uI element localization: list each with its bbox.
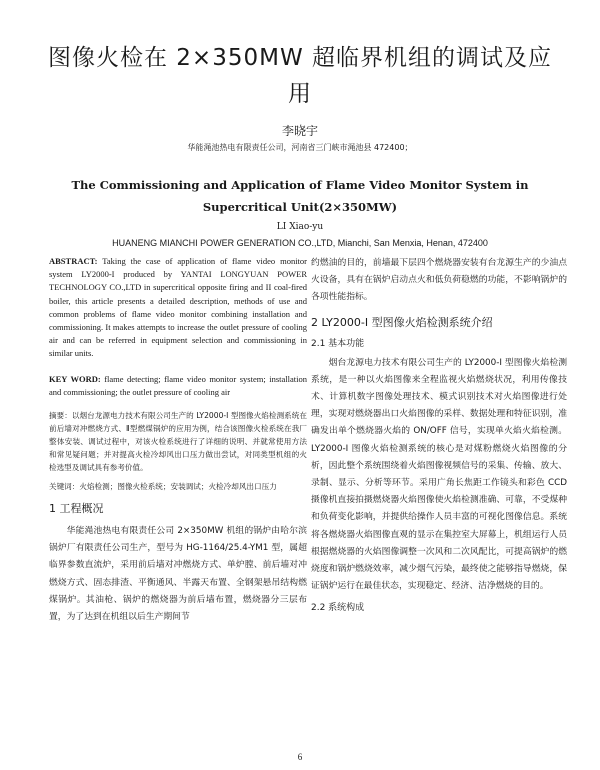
keywords-cn-label: 关键词： [49, 482, 80, 492]
section-1-continued: 约燃油的目的，前墙最下层四个燃烧器安装有台龙源生产的少油点火设备，具有在锅炉启动点火和低负荷稳燃的功能，不影响锅炉的各项性能指标。 [311, 258, 567, 303]
abstract-cn-label: 摘要： [49, 411, 72, 421]
keywords-cn [49, 480, 307, 493]
abstract-text: Taking the case of application of flame video monitor system LY2000-I produced by YANTAI LONGYUAN POWER TECHNOLOGY CO.,LTD in supercritical opposite firing and II coal-fired boiler, this article presents a detailed description, methods of use and common problems of flame video monitor combining installation and commissioning. It makes attempts to increase the outlet pressure of cooling air and can be referred in equipment selection and commissioning in similar units. [49, 256, 307, 359]
abstract-cn [49, 409, 307, 474]
section-2-1-heading: 2.1 基本功能 [311, 338, 365, 349]
keywords-text: flame detecting; flame video monitor system; installation and commissioning; the outlet pressure of cooling air [49, 373, 308, 397]
paper-title-cn: 图像火检在 2×350MW 超临界机组的调试及应用 [47, 45, 552, 107]
affiliation-cn: 华能渑池热电有限责任公司，河南省三门峡市渑池县 472400； [187, 143, 413, 152]
affiliation-en: HUANENG MIANCHI POWER GENERATION CO.,LTD, Mianchi, San Menxia, Henan, 472400 [112, 238, 488, 248]
page-number: 6 [297, 752, 303, 762]
author-name-en: LI Xiao-yu [276, 222, 324, 232]
section-1-heading: 1 工程概况 [49, 502, 104, 516]
author-name-cn: 李晓宇 [281, 124, 318, 138]
section-2-2-heading: 2.2 系统构成 [311, 603, 365, 614]
section-2-heading: 2 LY2000-I 型图像火焰检测系统介绍 [311, 315, 493, 329]
right-column [311, 255, 567, 619]
section-1-paragraph: 华能渑池热电有限责任公司 2×350MW 机组的锅炉由哈尔滨锅炉厂有限责任公司生产，型号为 HG-1164/25.4-YM1 型，属超临界参数直流炉，采用前后墙对冲燃烧方式、单炉膛、前后墙对冲燃烧方式、固态排渣、平衡通风、半露天布置、全钢架悬吊结构燃煤锅炉。其油枪、锅炉的燃烧器为前后墙布置，燃烧器分三层布置，为了达到在机组以后生产期间节 [49, 526, 307, 623]
keywords-en [49, 373, 307, 399]
keywords-label: KEY WORD: [49, 373, 101, 384]
abstract-label: ABSTRACT: [49, 256, 98, 266]
keywords-cn-text: 火焰检测；图像火检系统；安装调试；火检冷却风出口压力 [79, 482, 277, 492]
abstract-cn-text: 以烟台龙源电力技术有限公司生产的 LY2000-I 型图像火焰检测系统在前后墙对冲燃烧方式、Ⅱ型燃煤锅炉的应用为例，结合该图像火检系统在我厂整体安装、调试过程中，对该火检系统进行了详细的说明、并就常使用方法和常见疑问题；并对提高火检冷却风出口压力做出尝试，对同类型机组的火检选型及调试具有参考价值。 [49, 411, 307, 473]
abstract-en [49, 255, 307, 361]
section-2-1-paragraph: 烟台龙源电力技术有限公司生产的 LY2000-I 型图像火焰检测系统，是一种以火焰图像来全程监视火焰燃烧状况，利用传像技术、计算机数字图像处理技术、模式识别技术对火焰图像进行处理，实现对燃烧器出口火焰图像的采样、数据处理和特征识别，准确发出单个燃烧器火焰的 ON/OFF 信号，实现单火焰火焰检测。LY2000-I 图像火焰检测系统的核心是对煤粉燃烧火焰图像的分析，因此整个系统围绕着火焰图像视频信号的采集、传输、放大、录制、显示、分析等环节。采用广角长焦距工作镜头和彩色 CCD 摄像机直接拍摄燃烧器火焰图像使火焰检测准确、可靠，不受煤种和负荷变化影响，并提供给操作人员丰富的可视化图像信息。系统将各燃烧器火焰图像直观的显示在集控室大屏幕上，机组运行人员根据燃烧器的火焰图像调整一次风和二次风配比，可提高锅炉的燃烧度和锅炉燃烧效率，减少烟气污染，最终使之能够指导燃烧，保证锅炉运行在最佳状态，实现稳定、经济、洁净燃烧的目的。 [311, 357, 567, 592]
left-column [49, 255, 307, 626]
paper-title-en: The Commissioning and Application of Flame Video Monitor System in Supercritical Unit(2×350MW) [71, 178, 529, 214]
